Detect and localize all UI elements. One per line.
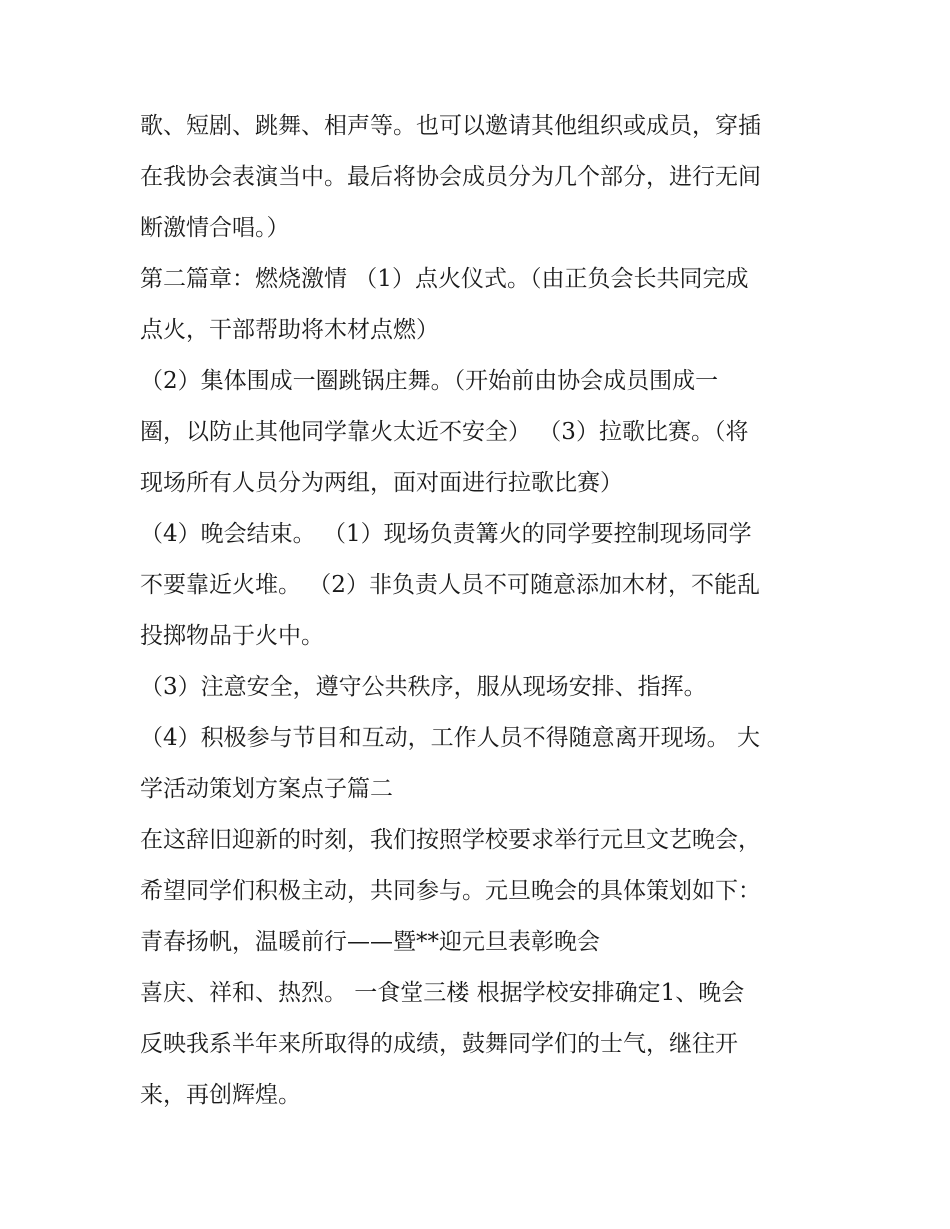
text-line: 现场所有人员分为两组，面对面进行拉歌比赛） [140,470,623,496]
text-line: （2）集体围成一圈跳锅庄舞。（开始前由协会成员围成一 [140,368,719,394]
text-line: 学活动策划方案点子篇二 [140,776,393,802]
text-line: 在我协会表演当中。最后将协会成员分为几个部分，进行无间 [140,164,761,190]
text-line: 投掷物品于火中。 [140,623,324,649]
text-line: 圈，以防止其他同学靠火太近不安全） （3）拉歌比赛。（将 [140,419,749,445]
text-line: 希望同学们积极主动，共同参与。元旦晚会的具体策划如下： [140,878,761,904]
text-line: 第二篇章：燃烧激情 （1）点火仪式。（由正负会长共同完成 [140,266,749,292]
text-line: （3）注意安全，遵守公共秩序，服从现场安排、指挥。 [140,674,707,700]
text-line: 不要靠近火堆。 （2）非负责人员不可随意添加木材，不能乱 [140,572,760,598]
text-line: 歌、短剧、跳舞、相声等。也可以邀请其他组织或成员，穿插 [140,113,761,139]
text-line: 喜庆、祥和、热烈。 一食堂三楼 根据学校安排确定1、晚会 [140,980,745,1006]
text-line: 点火，干部帮助将木材点燃） [140,317,439,343]
document-body [140,101,820,1121]
text-line: 在这辞旧迎新的时刻，我们按照学校要求举行元旦文艺晚会， [140,827,761,853]
text-line: 断激情合唱。） [140,215,290,241]
text-line: （4）积极参与节目和互动，工作人员不得随意离开现场。 大 [140,725,760,751]
text-line: 来，再创辉煌。 [140,1082,301,1108]
text-line: 青春扬帆，温暖前行——暨**迎元旦表彰晚会 [140,929,600,955]
text-line: 反映我系半年来所取得的成绩，鼓舞同学们的士气，继往开 [140,1031,738,1057]
text-line: （4）晚会结束。 （1）现场负责篝火的同学要控制现场同学 [140,521,752,547]
